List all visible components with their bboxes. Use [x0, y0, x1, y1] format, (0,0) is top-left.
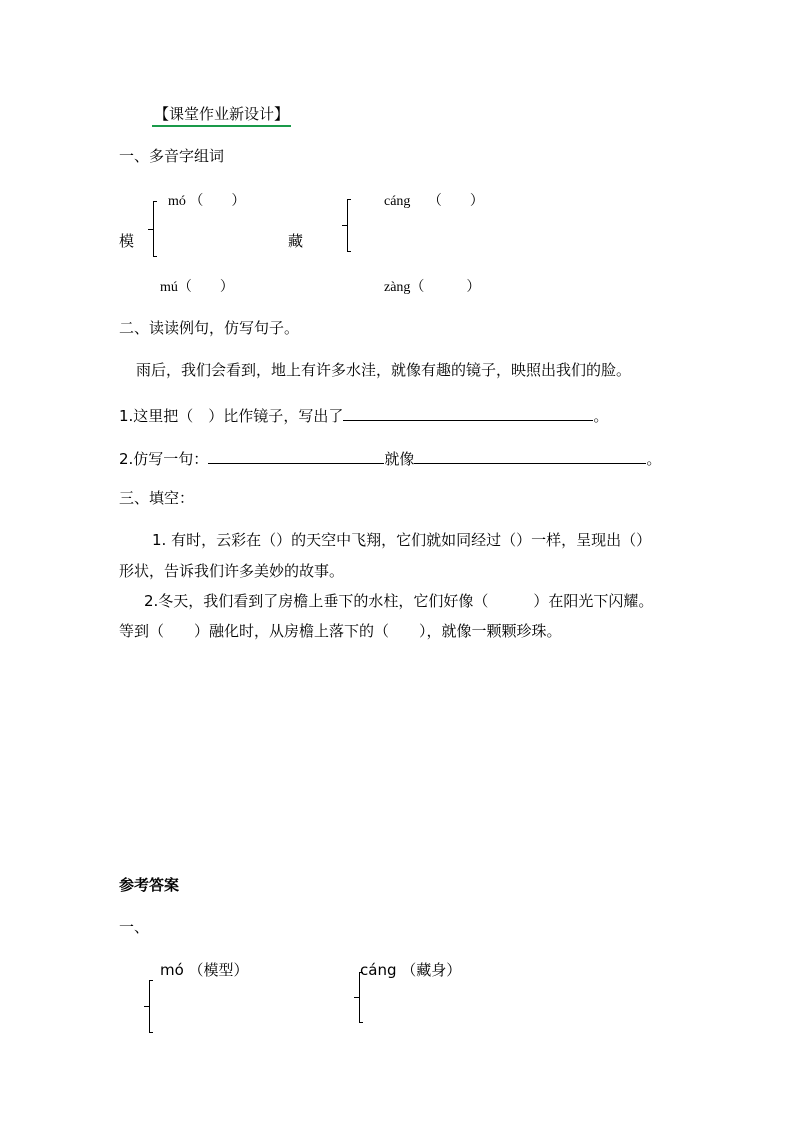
- answers-subheading: 一、: [119, 918, 150, 936]
- q3-1-line2: 形状，告诉我们许多美妙的故事。: [119, 562, 345, 580]
- char2-brace: [347, 199, 348, 252]
- q2-answer-line-2[interactable]: [414, 447, 646, 464]
- section2-heading: 二、读读例句，仿写句子。: [119, 319, 300, 337]
- char1-reading1: mó （ ）: [168, 194, 246, 209]
- q2-suffix: 。: [646, 450, 662, 468]
- example-sentence: 雨后，我们会看到，地上有许多水洼，就像有趣的镜子，映照出我们的脸。: [136, 361, 632, 379]
- q3-1-line1: 1. 有时，云彩在（）的天空中飞翔，它们就如同经过（）一样，呈现出（）: [152, 531, 652, 549]
- char2-reading1: cáng （ ）: [384, 194, 484, 209]
- page-title: [152, 104, 291, 127]
- q3-2-line1: 2.冬天，我们看到了房檐上垂下的水柱，它们好像（ ）在阳光下闪耀。: [144, 592, 654, 610]
- q1-answer-line[interactable]: [343, 404, 593, 421]
- answer-2-brace: [359, 972, 360, 1023]
- char2-reading2: zàng（ ）: [384, 280, 481, 295]
- q3-2-line2: 等到（ ）融化时，从房檐上落下的（ ），就像一颗颗珍珠。: [119, 622, 562, 640]
- section3-heading: 三、填空：: [119, 489, 195, 507]
- q2-prefix: 2.仿写一句：: [119, 450, 209, 468]
- page-title-text: 【课堂作业新设计】: [154, 105, 290, 123]
- char1: 模: [119, 232, 135, 250]
- char2: 藏: [288, 232, 304, 250]
- question-2-1: [119, 404, 608, 426]
- q2-mid: 就像: [384, 450, 415, 468]
- answers-heading: 参考答案: [119, 876, 180, 894]
- char1-reading2: mú（ ）: [160, 280, 234, 295]
- question-2-2: [119, 447, 661, 469]
- answer-1-brace: [149, 980, 150, 1033]
- q1-prefix: 1.这里把（ ）比作镜子，写出了: [119, 407, 344, 425]
- answer-1: mó （模型）: [160, 961, 249, 979]
- char1-brace: [153, 201, 154, 257]
- section1-heading: 一、多音字组词: [119, 147, 225, 165]
- answer-2: cáng （藏身）: [360, 961, 462, 979]
- q1-suffix: 。: [593, 407, 609, 425]
- q2-answer-line-1[interactable]: [208, 447, 384, 464]
